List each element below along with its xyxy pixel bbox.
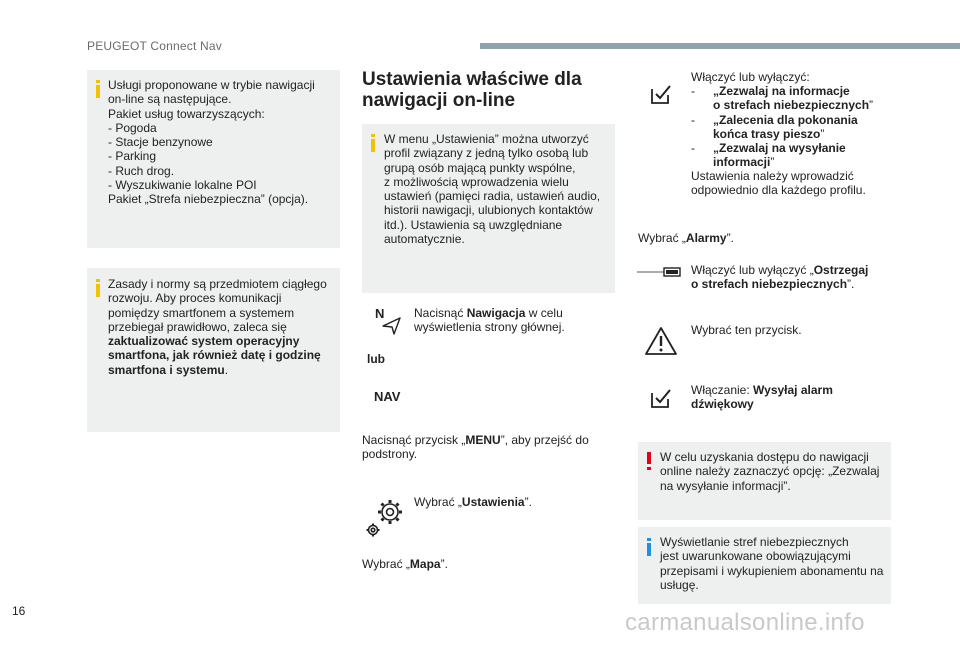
watermark: carmanualsonline.info xyxy=(625,609,865,636)
option-text: informacji xyxy=(713,155,771,170)
note-line: jest uwarunkowane obowiązującymi xyxy=(660,549,851,564)
note-line: na wysyłanie informacji”. xyxy=(660,478,791,493)
toggle-line: Włączyć lub wyłączyć: xyxy=(691,70,810,84)
option-allow-danger-zones[interactable] xyxy=(713,84,893,113)
step-warn-danger xyxy=(691,263,891,292)
profiles-text xyxy=(384,132,612,246)
services-line: on-line są następujące. xyxy=(108,92,232,107)
standards-bold-line: zaktualizować system operacyjny xyxy=(108,334,300,349)
note-line: W celu uzyskania dostępu do nawigacji xyxy=(660,450,869,464)
lub-label: lub xyxy=(367,352,385,366)
services-item: - Wyszukiwanie lokalne POI xyxy=(108,178,257,193)
step-text: w celu xyxy=(525,306,563,320)
gears-icon[interactable] xyxy=(364,494,408,540)
step-text: ”. xyxy=(726,231,734,245)
option-text: „Zalecenia dla pokonania xyxy=(713,113,858,127)
note-line: usługę. xyxy=(660,577,699,592)
page-header-title: PEUGEOT Connect Nav xyxy=(87,39,222,53)
step-text: wyświetlenia strony głównej. xyxy=(414,320,565,335)
option-dash: - xyxy=(691,84,695,98)
settings-note xyxy=(691,169,891,198)
step-text: Nacisnąć przycisk „ xyxy=(362,433,466,447)
step-bold: MENU xyxy=(465,433,501,447)
option-allow-sending-info[interactable] xyxy=(713,141,893,170)
services-item: - Parking xyxy=(108,149,157,164)
toggle-options xyxy=(691,70,891,84)
step-sound-alarm xyxy=(691,383,891,412)
step-bold: Nawigacja xyxy=(466,306,526,320)
option-walking-guidance[interactable] xyxy=(713,113,893,142)
step-choose-button: Wybrać ten przycisk. xyxy=(691,323,802,337)
option-dash: - xyxy=(691,113,695,127)
warning-exclamation-icon xyxy=(645,452,653,470)
services-line: Pakiet „Strefa niebezpieczna” (opcja). xyxy=(108,192,309,207)
standards-end: . xyxy=(224,362,229,377)
option-text: o strefach niebezpiecznych xyxy=(713,98,870,113)
profiles-line: historii nawigacji, ulubionych kontaktów xyxy=(384,203,593,218)
services-item: - Stacje benzynowe xyxy=(108,135,213,150)
step-text: Nacisnąć xyxy=(414,306,467,320)
services-text xyxy=(108,78,336,207)
nav-arrow-icon xyxy=(380,314,402,336)
section-title xyxy=(362,69,612,111)
standards-line: pomiędzy smartfonem a systemem xyxy=(108,305,295,320)
nav-n-letter: N xyxy=(375,306,385,321)
standards-bold-line: smartfona i systemu xyxy=(108,362,225,377)
standards-line: Zasady i normy są przedmiotem ciągłego xyxy=(108,277,327,291)
info-icon xyxy=(94,279,102,297)
step-bold: Alarmy xyxy=(685,231,727,245)
step-text: Wybrać „ xyxy=(362,557,410,571)
info-icon xyxy=(369,134,377,152)
profiles-line: W menu „Ustawienia” można utworzyć xyxy=(384,132,589,146)
info-icon xyxy=(94,80,102,98)
step-bold: Ostrzegaj xyxy=(813,263,869,277)
step-text: ”. xyxy=(847,277,855,292)
step-map xyxy=(362,557,448,571)
navigation-button-icon[interactable] xyxy=(372,306,406,336)
step-text: podstrony. xyxy=(362,447,418,462)
profiles-line: itd.). Ustawienia są uwzględniane xyxy=(384,217,563,232)
option-text: „Zezwalaj na informacje xyxy=(713,84,850,98)
section-title-line: Ustawienia właściwe dla xyxy=(362,69,582,90)
page-number: 16 xyxy=(12,604,26,618)
note-line: Wyświetlanie stref niebezpiecznych xyxy=(660,535,849,549)
note-line: online należy zaznaczyć opcję: „Zezwalaj xyxy=(660,464,880,479)
option-text: ” xyxy=(869,98,874,113)
nav-button-label[interactable]: NAV xyxy=(374,389,401,404)
checkbox-icon[interactable] xyxy=(649,386,673,410)
profiles-line: profil związany z jedną tylko osobą lub xyxy=(384,146,589,161)
step-bold: dźwiękowy xyxy=(691,397,754,412)
settings-line: odpowiednio dla każdego profilu. xyxy=(691,183,866,198)
step-text: ”, aby przejść do xyxy=(500,433,589,447)
option-text: ” xyxy=(820,127,825,142)
profiles-line: automatycznie. xyxy=(384,232,465,247)
option-text: końca trasy pieszo xyxy=(713,127,821,142)
step-menu xyxy=(362,433,612,462)
standards-line: rozwoju. Aby proces komunikacji xyxy=(108,291,282,306)
step-text: Włączanie: xyxy=(691,383,754,397)
step-text: Wybrać „ xyxy=(414,495,462,509)
profiles-line: ustawień (pamięci radia, ustawień audio, xyxy=(384,189,601,204)
option-dash: - xyxy=(691,141,695,155)
warning-triangle-icon[interactable] xyxy=(644,326,678,356)
step-navigation xyxy=(414,306,614,335)
standards-text xyxy=(108,277,336,377)
option-text: „Zezwalaj na wysyłanie xyxy=(713,141,846,155)
toggle-switch-icon[interactable] xyxy=(636,266,682,278)
checkbox-icon[interactable] xyxy=(649,82,673,106)
note-line: przepisami i wykupieniem abonamentu na xyxy=(660,563,884,578)
option-text: ” xyxy=(770,155,775,170)
services-line: Usługi proponowane w trybie nawigacji xyxy=(108,78,315,92)
access-note-text xyxy=(660,450,888,493)
services-item: - Pogoda xyxy=(108,120,157,135)
danger-zones-note-text xyxy=(660,535,888,592)
step-text: Włączyć lub wyłączyć „ xyxy=(691,263,814,277)
settings-line: Ustawienia należy wprowadzić xyxy=(691,169,854,183)
info-icon xyxy=(645,538,653,556)
standards-line: przebiegał prawidłowo, zaleca się xyxy=(108,319,287,334)
step-text: ”. xyxy=(524,495,532,509)
services-line: Pakiet usług towarzyszących: xyxy=(108,106,265,121)
section-title-line: nawigacji on-line xyxy=(362,90,516,111)
step-alarms xyxy=(638,231,734,245)
step-text: Wybrać „ xyxy=(638,231,686,245)
step-text: ”. xyxy=(440,557,448,571)
profiles-line: z możliwością wprowadzenia wielu xyxy=(384,174,569,189)
services-item: - Ruch drog. xyxy=(108,163,175,178)
step-bold: Wysyłaj alarm xyxy=(753,383,833,397)
step-bold: o strefach niebezpiecznych xyxy=(691,277,848,292)
step-settings xyxy=(414,495,532,509)
profiles-line: grupą osób mającą punkty wspólne, xyxy=(384,160,576,175)
step-bold: Ustawienia xyxy=(461,495,525,509)
header-bar xyxy=(480,43,960,49)
standards-bold-line: smartfona, jak również datę i godzinę xyxy=(108,348,321,363)
step-bold: Mapa xyxy=(409,557,441,571)
